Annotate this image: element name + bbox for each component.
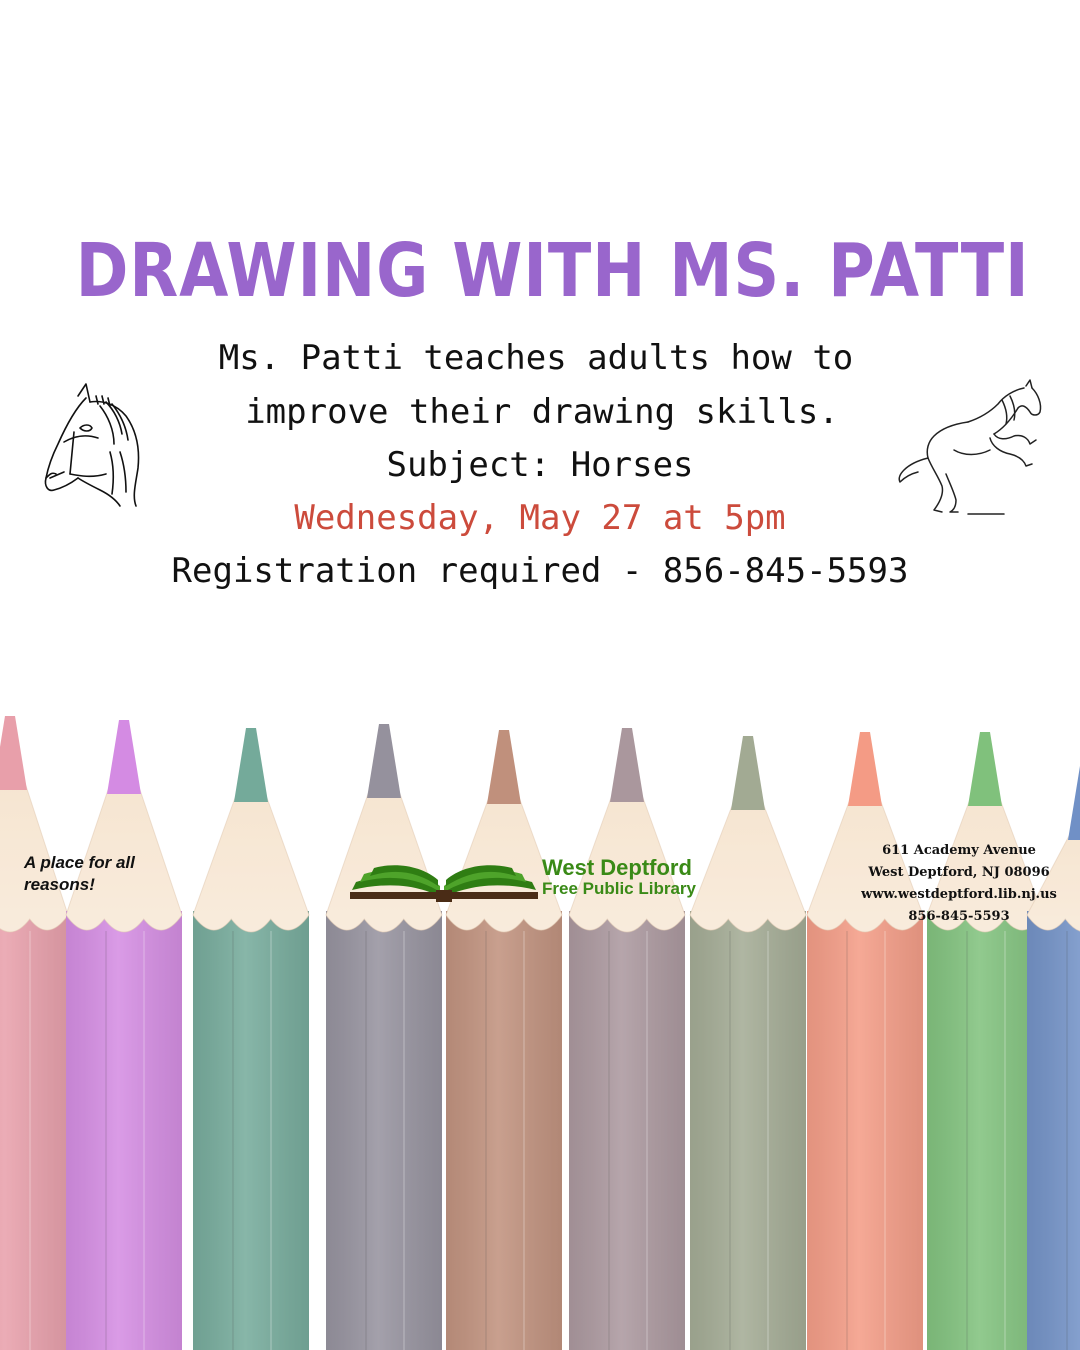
horse-head-sketch-icon xyxy=(40,382,144,510)
colored-pencils-illustration xyxy=(0,716,1080,1350)
description-line-2: improve their drawing skills. xyxy=(245,392,839,432)
library-tagline: A place for all reasons! xyxy=(24,853,135,894)
library-logo xyxy=(350,856,740,904)
registration-info: Registration required - 856-845-5593 xyxy=(171,551,909,591)
library-phone: 856-845-5593 xyxy=(908,909,1010,924)
description-line-1: Ms. Patti teaches adults how to xyxy=(218,338,854,378)
rearing-horse-sketch-icon xyxy=(894,378,1052,518)
address-street: 611 Academy Avenue xyxy=(882,843,1036,858)
library-address xyxy=(846,840,1072,928)
open-book-icon xyxy=(350,856,538,904)
event-title: DRAWING WITH MS. PATTI xyxy=(75,228,1030,314)
event-subject: Subject: Horses xyxy=(386,445,694,485)
address-city: West Deptford, NJ 08096 xyxy=(868,865,1050,880)
event-datetime: Wednesday, May 27 at 5pm xyxy=(294,498,786,538)
library-name: West Deptford xyxy=(542,855,692,880)
library-name-sub: Free Public Library xyxy=(542,879,696,898)
library-website-link[interactable]: www.westdeptford.lib.nj.us xyxy=(861,887,1057,902)
